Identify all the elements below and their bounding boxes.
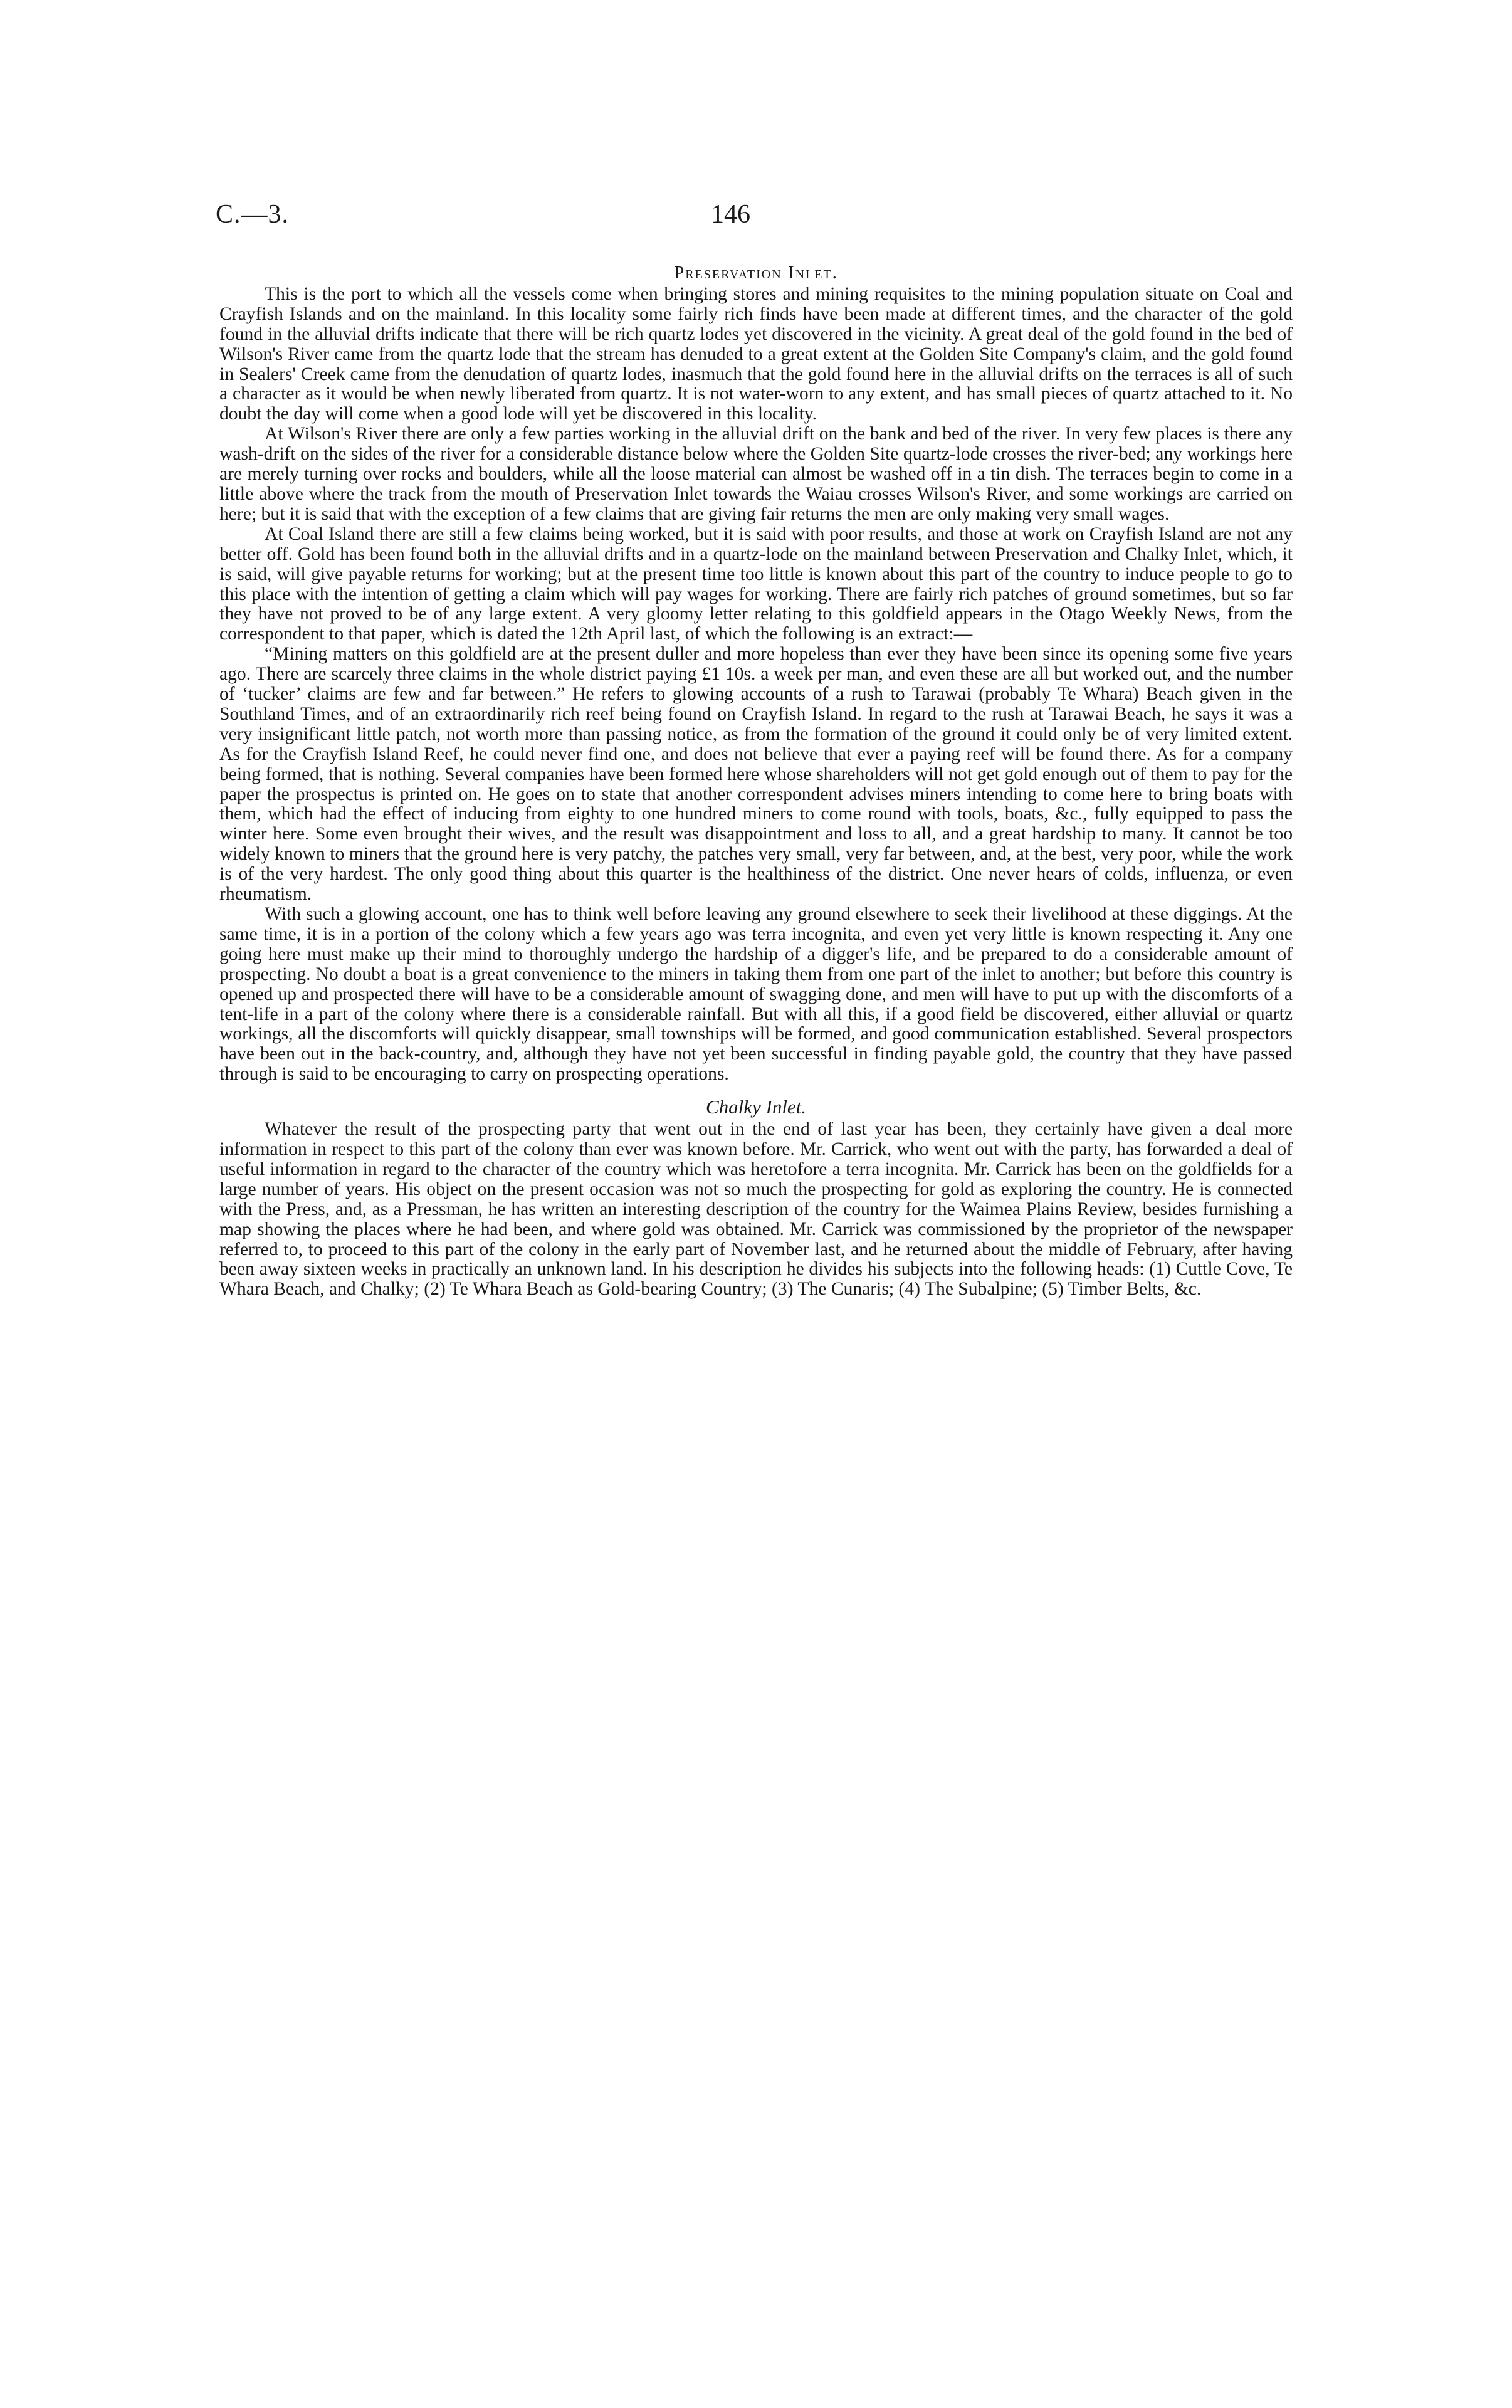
document-reference: C.—3. xyxy=(216,200,290,229)
body-text xyxy=(219,263,1293,1300)
paragraph: With such a glowing account, one has to think well before leaving any ground elsewhere to seek their livelihood at these diggings. At the same time, it is in a portion of the colony which a few years ago was terra incognita, and even yet very little is known respecting it. Any one going here must make up their mind to thoroughly undergo the hardship of a digger's life, and be prepared to do a considerable amount of prospecting. No doubt a boat is a great convenience to the miners in taking them from one part of the inlet to another; but before this country is opened up and prospected there will have to be a considerable amount of swagging done, and men will have to put up with the discomforts of a tent-life in a part of the colony where there is a considerable rainfall. But with all this, if a good field be discovered, either alluvial or quartz workings, all the discomforts will quickly disappear, small townships will be formed, and good communication established. Several prospectors have been out in the back-country, and, although they have not yet been successful in finding payable gold, the country that they have passed through is said to be encouraging to carry on prospecting operations. xyxy=(219,904,1293,1085)
section-heading-chalky-inlet: Chalky Inlet. xyxy=(705,1096,807,1118)
paragraph: At Coal Island there are still a few claims being worked, but it is said with poor results, and those at work on Crayfish Island are not any better off. Gold has been found both in the alluvial drifts and in a quartz-lode on the mainland between Preservation and Chalky Inlet, which, it is said, will give payable returns for working; but at the present time too little is known about this part of the country to induce people to go to this place with the intention of getting a claim which will pay wages for working. There are fairly rich patches of ground sometimes, but so far they have not proved to be of any large extent. A very gloomy letter relating to this goldfield appears in the Otago Weekly News, from the correspondent to that paper, which is dated the 12th April last, of which the following is an extract:— xyxy=(219,523,1293,644)
section-heading-preservation-inlet: Preservation Inlet. xyxy=(674,263,838,283)
paragraph: At Wilson's River there are only a few parties working in the alluvial drift on the bank and bed of the river. In very few places is there any wash-drift on the sides of the river for a considerable distance below where the Golden Site quartz-lode crosses the river-bed; any workings here are merely turning over rocks and boulders, while all the loose material can almost be washed off in a tin dish. The terraces begin to come in a little above where the track from the mouth of Preservation Inlet towards the Waiau crosses Wilson's River, and some workings are carried on here; but it is said that with the exception of a few claims that are giving fair returns the men are only making very small wages. xyxy=(219,424,1293,524)
quoted-extract: “Mining matters on this goldfield are at the present duller and more hopeless than ever they have been since its opening some five years ago. There are scarcely three claims in the whole district paying £1 10s. a week per man, and even these are all but worked out, and the number of ‘tucker’ claims are few and far between.” He refers to glowing accounts of a rush to Tarawai (probably Te Whara) Beach given in the Southland Times, and of an extraordinarily rich reef being found on Crayfish Island. In regard to the rush at Tarawai Beach, he says it was a very insignificant little patch, not worth more than passing notice, as from the formation of the ground it could only be of very limited extent. As for the Crayfish Island Reef, he could never find one, and does not believe that ever a paying reef will be found there. As for a company being formed, that is nothing. Several companies have been formed here whose shareholders will not get gold enough out of them to pay for the paper the prospectus is printed on. He goes on to state that another correspondent advises miners intending to come here to bring boats with them, which had the effect of inducing from eighty to one hundred miners to come round with tools, boats, &c., fully equipped to pass the winter here. Some even brought their wives, and the result was disappointment and loss to all, and a great hardship to many. It cannot be too widely known to miners that the ground here is very patchy, the patches very small, very far between, and, at the best, very poor, while the work is of the very hardest. The only good thing about this quarter is the healthiness of the district. One never hears of colds, influenza, or even rheumatism. xyxy=(219,644,1293,905)
page-header xyxy=(216,199,1294,237)
paragraph: This is the port to which all the vessels come when bringing stores and mining requisites to the mining population situate on Coal and Crayfish Islands and on the mainland. In this locality some fairly rich finds have been made at different times, and the character of the gold found in the alluvial drifts indicate that there will be rich quartz lodes yet discovered in the vicinity. A great deal of the gold found in the bed of Wilson's River came from the quartz lode that the stream has denuded to a great extent at the Golden Site Company's claim, and the gold found in Sealers' Creek came from the denudation of quartz lodes, inasmuch that the gold found here in the alluvial drifts on the terraces is all of such a character as it would be when newly liberated from quartz. It is not water-worn to any extent, and has small pieces of quartz attached to it. No doubt the day will come when a good lode will yet be discovered in this locality. xyxy=(219,283,1293,424)
page-number: 146 xyxy=(711,200,750,229)
paragraph: Whatever the result of the prospecting party that went out in the end of last year has been, they certainly have given a deal more information in respect to this part of the colony than ever was known before. Mr. Carrick, who went out with the party, has forwarded a deal of useful information in regard to the character of the country which was heretofore a terra incognita. Mr. Carrick has been on the goldfields for a large number of years. His object on the present occasion was not so much the prospecting for gold as exploring the country. He is connected with the Press, and, as a Pressman, he has written an interesting description of the country for the Waimea Plains Review, besides furnishing a map showing the places where he had been, and where gold was obtained. Mr. Carrick was commissioned by the proprietor of the newspaper referred to, to proceed to this part of the colony in the early part of November last, and he returned about the middle of February, after having been away sixteen weeks in practically an unknown land. In his description he divides his subjects into the following heads: (1) Cuttle Cove, Te Whara Beach, and Chalky; (2) Te Whara Beach as Gold-bearing Country; (3) The Cunaris; (4) The Subalpine; (5) Timber Belts, &c. xyxy=(219,1119,1293,1300)
